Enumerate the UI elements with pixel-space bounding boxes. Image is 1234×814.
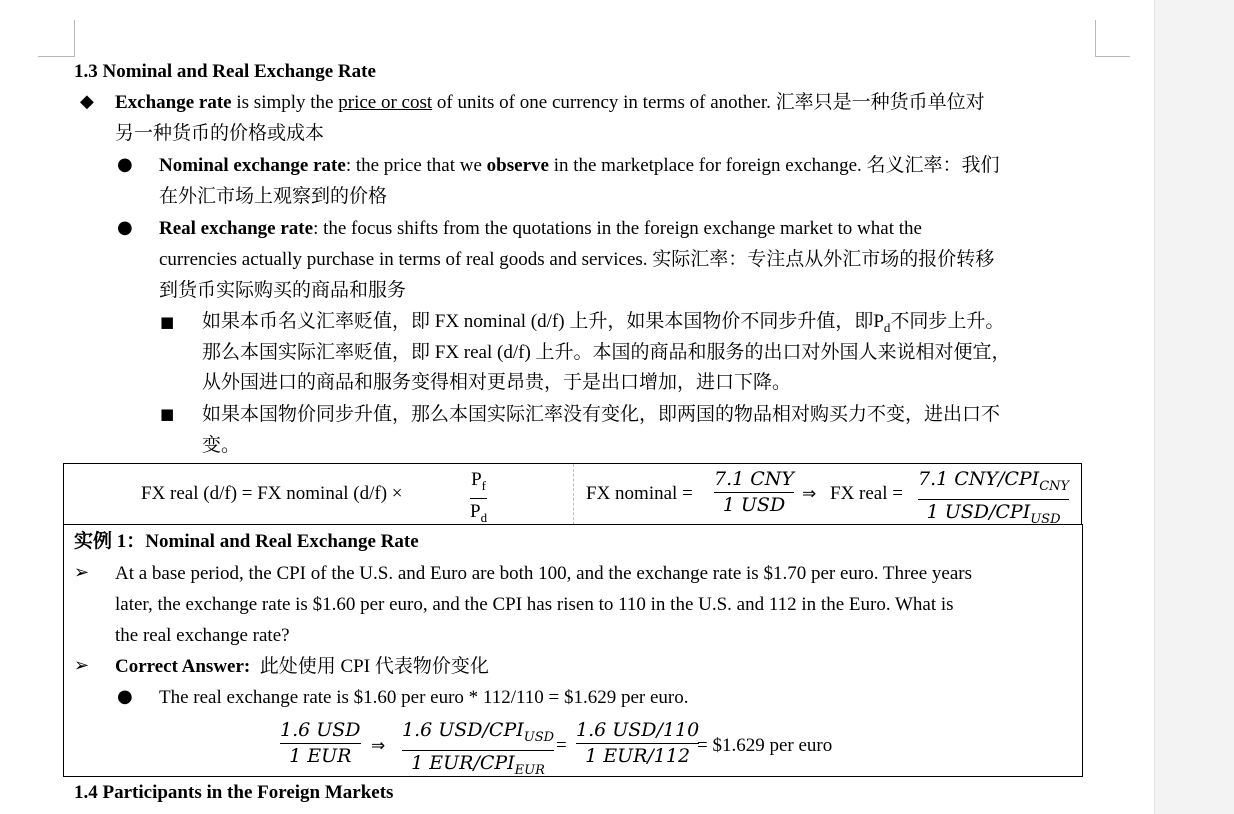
text-zh: 实际汇率：专注点从外汇市场的报价转移 [652,249,995,270]
answer-heading [115,655,489,679]
dot-bullet-icon: ● [117,686,133,707]
crop-mark-top-left [38,20,75,57]
subscript: d [883,319,891,335]
subscript: d [480,509,488,525]
fraction-denominator [411,751,545,783]
answer-note-zh: 此处使用 CPI 代表物价变化 [259,656,489,677]
price-or-cost: price or cost [338,92,433,113]
subscript: USD [1030,511,1061,527]
fraction-denominator: 1 EUR [289,745,352,767]
formula-left-lhs: FX real (d/f) = FX nominal (d/f) × [141,483,403,504]
emph-observe: observe [486,155,549,176]
page-gutter [1154,0,1234,814]
equals-sign: = [556,735,567,756]
arrow-bullet-icon: ➢ [74,655,90,676]
answer-label: Correct Answer: [115,656,251,677]
text: 7.1 CNY/CPI [918,468,1040,490]
sub-bullet-2-line1: 如果本国物价同步升值，那么本国实际汇率没有变化，即两国的物品相对购买力不变，进出口不 [202,404,1001,425]
text: 如果本币名义汇率贬值，即 FX nominal (d/f) 上升，如果本国物价不同步升值，即P [202,311,884,332]
crop-mark-top-right [1095,20,1130,57]
real-definition-zh: 到货币实际购买的商品和服务 [159,280,407,301]
answer-fraction-2 [402,718,554,783]
subscript: USD [523,729,555,745]
dot-bullet-icon: ● [117,154,133,175]
square-bullet-icon: ■ [160,313,175,331]
formula-right-real-label: FX real = [830,483,903,504]
subscript: CNY [1039,478,1070,494]
table-divider [573,464,574,525]
sub-bullet-1-line2: 那么本国实际汇率贬值，即 FX real (d/f) 上升。本国的商品和服务的出口对外国人来说相对便宜， [202,342,1011,363]
text: 1 USD/CPI [926,500,1031,523]
text: is simply the [231,92,339,113]
diamond-bullet-icon: ◆ [80,91,94,112]
text: currencies actually purchase in terms of real goods and services. [159,249,653,270]
pf-over-pd-fraction [470,467,487,530]
sub-bullet-2-line2: 变。 [202,435,241,456]
dot-bullet-icon: ● [117,217,133,238]
fraction-numerator [471,467,486,498]
fraction-numerator [402,718,554,750]
fraction-numerator: 1.6 USD/110 [576,719,700,741]
exchange-rate-definition [115,91,985,115]
text: P [471,469,482,490]
text: P [470,500,481,522]
text-zh: 汇率只是一种货币单位对 [775,92,985,113]
answer-text: The real exchange rate is $1.60 per euro * 112/110 = $1.629 per euro. [159,687,689,708]
real-definition [159,217,922,241]
fraction-numerator: 1.6 USD [280,719,361,741]
fraction-denominator: 1 USD [722,494,786,516]
example-title [74,530,419,554]
term-exchange-rate: Exchange rate [115,92,232,113]
implies-arrow: ⇒ [371,736,386,756]
text: 不同步上升。 [890,311,1005,332]
nominal-definition [159,154,1000,178]
text: of units of one currency in terms of another. [432,92,776,113]
sub-bullet-1-line1 [202,310,1004,340]
term-nominal: Nominal exchange rate [159,155,346,176]
subscript: f [481,477,486,493]
text: : the focus shifts from the quotations in the foreign exchange market to what the [313,218,922,239]
section-heading: 1.3 Nominal and Real Exchange Rate [74,61,376,82]
question-line2: later, the exchange rate is $1.60 per euro, and the CPI has risen to 110 in the U.S. and 112 in the Euro. What is [115,594,954,615]
text: 1.6 USD/CPI [402,719,524,741]
next-section-heading: 1.4 Participants in the Foreign Markets [74,782,394,803]
square-bullet-icon: ■ [160,405,175,423]
arrow-bullet-icon: ➢ [74,562,90,583]
real-definition-line2 [159,248,994,272]
example-title-zh: 实例 1： [74,531,146,552]
term-real: Real exchange rate [159,218,314,239]
exchange-rate-definition-zh: 另一种货币的价格或成本 [115,123,325,144]
formula-right-nominal-label: FX nominal = [586,483,693,504]
real-fraction [918,467,1069,532]
question-line1: At a base period, the CPI of the U.S. and Euro are both 100, and the exchange rate is $1.70 per euro. Three years [115,563,973,584]
fraction-numerator: 7.1 CNY [714,468,794,490]
text-zh: 名义汇率：我们 [866,155,1000,176]
implies-arrow: ⇒ [802,484,817,504]
text: 1 EUR/CPI [411,751,515,774]
text: : the price that we [345,155,487,176]
question-line3: the real exchange rate? [115,625,290,646]
subscript: EUR [514,762,545,778]
sub-bullet-1-line3: 从外国进口的商品和服务变得相对更昂贵，于是出口增加，进口下降。 [202,372,792,393]
fraction-numerator [918,467,1069,499]
nominal-definition-zh: 在外汇市场上观察到的价格 [159,186,388,207]
text: in the marketplace for foreign exchange. [548,155,867,176]
nominal-fraction [714,467,794,518]
answer-fraction-1 [280,718,361,769]
answer-fraction-3 [576,718,699,769]
example-title-en: Nominal and Real Exchange Rate [145,531,419,552]
fraction-denominator: 1 EUR/112 [585,745,691,767]
answer-result: = $1.629 per euro [697,735,833,756]
